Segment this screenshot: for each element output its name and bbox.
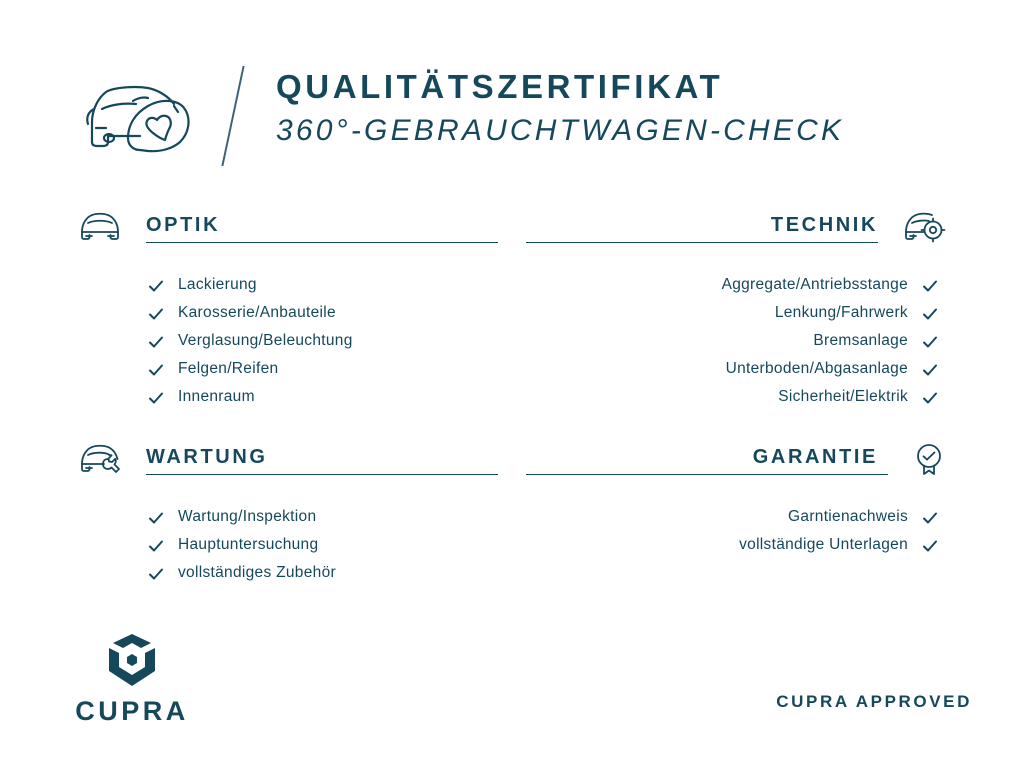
section-header [526, 442, 946, 482]
list-item-label: Sicherheit/Elektrik [778, 388, 908, 405]
check-icon [148, 389, 164, 405]
check-icon [922, 361, 938, 377]
check-icon [148, 565, 164, 581]
check-icon [148, 509, 164, 525]
check-icon [148, 537, 164, 553]
section-technik [526, 210, 946, 426]
check-icon [148, 361, 164, 377]
list-item-label: Lenkung/Fahrwerk [774, 304, 908, 321]
checklist [78, 272, 498, 410]
section-row-1 [0, 210, 1024, 420]
checklist-sections [0, 210, 1024, 622]
car-heart-icon [78, 76, 196, 158]
list-item-label: Karosserie/Anbauteile [178, 304, 336, 321]
list-item [78, 532, 498, 558]
list-item-label: Felgen/Reifen [178, 360, 279, 377]
brand-block [52, 634, 212, 727]
list-item [78, 300, 498, 326]
check-icon [148, 305, 164, 321]
list-item-label: vollständige Unterlagen [739, 536, 908, 553]
check-icon [922, 537, 938, 553]
document-header [0, 58, 1024, 178]
car-wrench-icon [78, 442, 122, 476]
check-icon [922, 305, 938, 321]
approved-label: CUPRA APPROVED [776, 692, 972, 711]
award-seal-icon [912, 442, 946, 476]
check-icon [148, 333, 164, 349]
list-item [78, 272, 498, 298]
check-icon [922, 333, 938, 349]
page-subtitle: 360°-GEBRAUCHTWAGEN-CHECK [276, 113, 845, 147]
list-item [526, 300, 946, 326]
section-title: OPTIK [146, 214, 221, 236]
list-item-label: Hauptuntersuchung [178, 536, 319, 553]
header-titles [276, 68, 976, 149]
list-item [526, 328, 946, 354]
brand-name: CUPRA [75, 696, 189, 726]
car-gear-icon [902, 210, 946, 244]
section-row-2 [0, 442, 1024, 622]
list-item [78, 356, 498, 382]
check-icon [148, 277, 164, 293]
list-item [78, 328, 498, 354]
list-item [526, 384, 946, 410]
section-rule [526, 242, 878, 243]
list-item-label: Wartung/Inspektion [178, 508, 317, 525]
section-header [526, 210, 946, 250]
list-item [78, 384, 498, 410]
car-front-icon [78, 210, 122, 244]
section-rule [146, 474, 498, 475]
page-title: QUALITÄTSZERTIFIKAT [276, 68, 724, 105]
section-header [78, 442, 498, 482]
checklist [526, 272, 946, 410]
list-item-label: Bremsanlage [813, 332, 908, 349]
header-divider [221, 66, 244, 166]
check-icon [922, 277, 938, 293]
section-header [78, 210, 498, 250]
section-title: GARANTIE [752, 446, 878, 468]
cupra-logo-icon [101, 634, 163, 690]
checklist [526, 504, 946, 558]
list-item-label: Aggregate/Antriebsstange [721, 276, 908, 293]
list-item-label: Lackierung [178, 276, 257, 293]
list-item [78, 560, 498, 586]
section-rule [526, 474, 888, 475]
check-icon [922, 509, 938, 525]
list-item-label: Verglasung/Beleuchtung [178, 332, 353, 349]
checklist [78, 504, 498, 586]
list-item [526, 532, 946, 558]
list-item-label: Unterboden/Abgasanlage [725, 360, 908, 377]
section-title: WARTUNG [146, 446, 268, 468]
section-wartung [78, 442, 498, 602]
list-item [526, 356, 946, 382]
document-footer [0, 630, 1024, 740]
list-item [526, 504, 946, 530]
list-item-label: Garntienachweis [788, 508, 908, 525]
check-icon [922, 389, 938, 405]
section-optik [78, 210, 498, 426]
list-item [526, 272, 946, 298]
list-item-label: vollständiges Zubehör [178, 564, 336, 581]
list-item-label: Innenraum [178, 388, 255, 405]
section-rule [146, 242, 498, 243]
list-item [78, 504, 498, 530]
section-title: TECHNIK [770, 214, 878, 236]
section-garantie [526, 442, 946, 574]
